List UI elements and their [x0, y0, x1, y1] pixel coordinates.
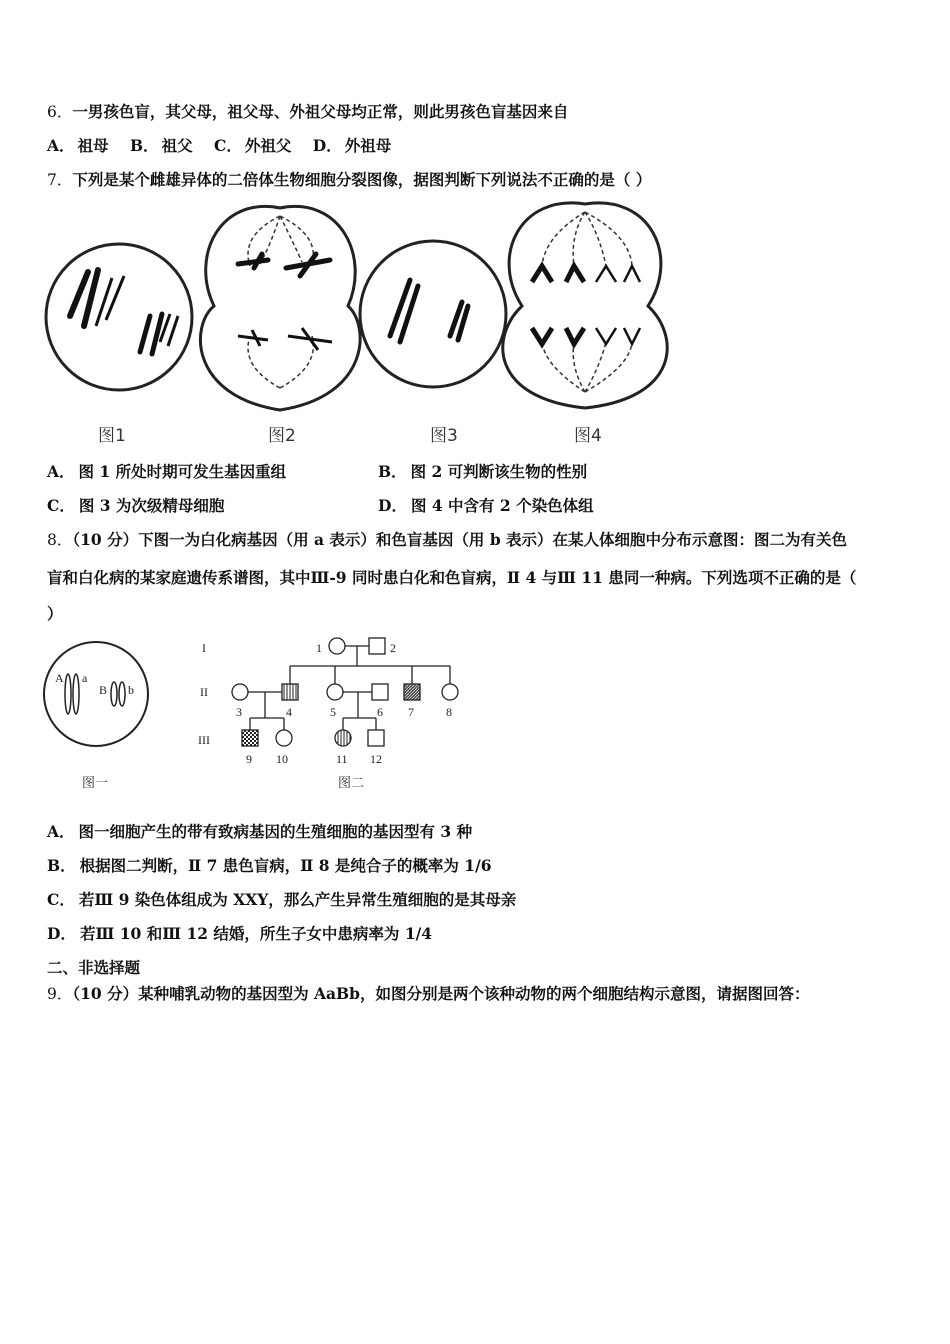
q7-option-b[interactable]: B． 图 2 可判断该生物的性别: [378, 462, 588, 481]
pedigree-chart: [198, 638, 458, 791]
q6-option-c[interactable]: C． 外祖父: [213, 136, 292, 155]
individual-3: 3: [236, 705, 242, 719]
q7-stem: [47, 170, 651, 190]
figure-1-cell: [46, 244, 192, 390]
figure-2-caption: 图2: [268, 426, 296, 446]
individual-9: 9: [246, 752, 252, 766]
individual-7: 7: [408, 705, 414, 719]
figure-one-caption: 图一: [82, 776, 109, 791]
q9-number: 9．: [47, 985, 73, 1003]
q6-options: [47, 136, 407, 156]
gene-label-B: B: [99, 683, 108, 697]
q6-option-b[interactable]: B． 祖父: [129, 136, 193, 155]
generation-II: II: [200, 685, 208, 699]
q6-number: 6．: [47, 103, 73, 121]
individual-11: 11: [336, 752, 348, 766]
q9-stem: [47, 984, 810, 1004]
q7-number: 7．: [47, 171, 73, 189]
figure-4-cell: [503, 203, 667, 408]
q8-option-a[interactable]: A． 图一细胞产生的带有致病基因的生殖细胞的基因型有 3 种: [47, 822, 473, 841]
figure-3-cell: [360, 241, 506, 387]
individual-5: 5: [330, 705, 336, 719]
q7-cell-division-figure: [40, 196, 670, 452]
q7-option-c[interactable]: C． 图 3 为次级精母细胞: [47, 496, 225, 515]
gene-label-a: a: [82, 671, 88, 685]
section-2-title: 二、非选择题: [47, 958, 141, 977]
individual-4: 4: [286, 705, 292, 719]
figure-1-caption: 图1: [98, 426, 126, 446]
individual-10: 10: [276, 752, 288, 766]
q8-option-c[interactable]: C． 若Ⅲ 9 染色体组成为 XXY，那么产生异常生殖细胞的是其母亲: [47, 890, 517, 909]
q8-stem-line2: 盲和白化病的某家庭遗传系谱图，其中Ⅲ-9 同时患白化和色盲病，Ⅱ 4 与Ⅲ 11 患同一种病。下列选项不正确的是（: [47, 568, 857, 587]
q6-stem: [47, 102, 568, 122]
individual-6: 6: [377, 705, 383, 719]
gene-label-A: A: [55, 671, 64, 685]
q8-stem-line3: ）: [47, 604, 63, 623]
individual-12: 12: [370, 752, 382, 766]
individual-1: 1: [316, 641, 322, 655]
figure-2-cell: [200, 206, 360, 410]
individual-2: 2: [390, 641, 396, 655]
generation-I: I: [202, 641, 206, 655]
q7-text: 下列是某个雌雄异体的二倍体生物细胞分裂图像，据图判断下列说法不正确的是（ ）: [72, 170, 652, 189]
figure-3-caption: 图3: [430, 426, 458, 446]
q7-option-a[interactable]: A． 图 1 所处时期可发生基因重组: [47, 462, 287, 481]
q9-text: （10 分）某种哺乳动物的基因型为 AaBb，如图分别是两个该种动物的两个细胞结构示意图，请据图回答：: [72, 984, 810, 1003]
gene-label-b: b: [128, 683, 134, 697]
q7-option-d[interactable]: D． 图 4 中含有 2 个染色体组: [378, 496, 594, 515]
generation-III: III: [198, 733, 210, 747]
q8-figures: [40, 630, 480, 800]
individual-8: 8: [446, 705, 452, 719]
q8-option-b[interactable]: B． 根据图二判断，Ⅱ 7 患色盲病，Ⅱ 8 是纯合子的概率为 1/6: [47, 856, 492, 875]
figure-4-caption: 图4: [574, 426, 602, 446]
q8-stem-line1: 8．（10 分）下图一为白化病基因（用 a 表示）和色盲基因（用 b 表示）在某人体细胞中分布示意图：图二为有关色: [47, 530, 848, 549]
q6-option-d[interactable]: D． 外祖母: [312, 136, 392, 155]
q6-text: 一男孩色盲，其父母，祖父母、外祖父母均正常，则此男孩色盲基因来自: [72, 102, 569, 121]
q8-option-d[interactable]: D． 若Ⅲ 10 和Ⅲ 12 结婚，所生子女中患病率为 1/4: [47, 924, 433, 943]
q6-option-a[interactable]: A． 祖母: [47, 136, 109, 155]
figure-two-caption: 图二: [338, 776, 365, 791]
figure-one-cell: [44, 642, 148, 791]
q8-number: 8．: [47, 531, 73, 549]
